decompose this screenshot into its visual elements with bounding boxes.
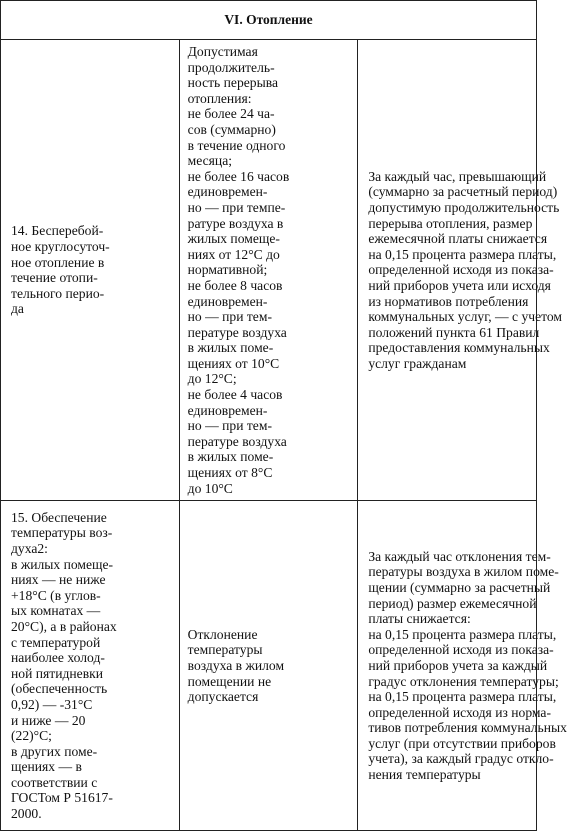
- text-line: ной пятидневки: [11, 665, 104, 681]
- text-line: щениях от 10°С: [187, 355, 280, 371]
- payment-reduction-cell: [358, 501, 567, 831]
- text-line: но — при тем-: [187, 309, 272, 325]
- text-line: 15. Обеспечение: [11, 509, 107, 525]
- text-line: коммунальных услуг, — с учетом: [368, 309, 563, 325]
- text-line: сов (суммарно): [187, 121, 276, 137]
- text-line: да: [11, 301, 24, 317]
- text-line: единовремен-: [187, 293, 268, 309]
- text-line: период) размер ежемесячной: [368, 595, 537, 611]
- text-line: ний приборов учета или исходя: [368, 277, 551, 293]
- text-line: градус отклонения температуры;: [368, 673, 559, 689]
- payment-reduction-cell: [358, 40, 563, 501]
- text-line: тивов потребления коммунальных: [368, 720, 567, 736]
- text-line: наиболее холод-: [11, 650, 105, 666]
- text-line: нения температуры: [368, 767, 481, 783]
- text-line: пературе воздуха: [187, 433, 287, 449]
- text-line: воздуха в жилом: [187, 657, 285, 673]
- text-line: в других поме-: [11, 743, 98, 759]
- text-line: определенной исходя из показа-: [368, 262, 554, 278]
- service-cell: [1, 40, 180, 501]
- text-line: тельного перио-: [11, 285, 105, 301]
- text-line: (22)°С;: [11, 728, 52, 744]
- service-text: [11, 223, 171, 317]
- text-line: (обеспеченность: [11, 681, 108, 697]
- payment-reduction-text: [368, 548, 567, 783]
- text-line: пературы воздуха в жилом поме-: [368, 564, 559, 580]
- text-line: на 0,15 процента размера платы,: [368, 246, 557, 262]
- text-line: услуг гражданам: [368, 355, 467, 371]
- payment-reduction-text: [368, 168, 563, 372]
- allowed-deviation-cell: [179, 40, 358, 501]
- text-line: но — при темпе-: [187, 199, 286, 215]
- text-line: жилых помеще-: [187, 231, 280, 247]
- text-line: 2000.: [11, 806, 42, 822]
- text-line: Отклонение: [187, 626, 258, 642]
- text-line: температуры: [187, 642, 263, 658]
- text-line: отопления:: [187, 90, 252, 106]
- text-line: на 0,15 процента размера платы,: [368, 689, 557, 705]
- text-line: услуг (при отсутствии приборов: [368, 735, 556, 751]
- service-cell: [1, 501, 180, 831]
- text-line: перерыва отопления, размер: [368, 215, 533, 231]
- text-line: 20°С), а в районах: [11, 618, 117, 634]
- text-line: соответствии с: [11, 774, 98, 790]
- text-line: 14. Бесперебой-: [11, 223, 104, 239]
- text-line: ний приборов учета за каждый: [368, 657, 548, 673]
- text-line: положений пункта 61 Правил: [368, 324, 540, 340]
- text-line: щении (суммарно за расчетный: [368, 579, 551, 595]
- text-line: За каждый час, превышающий: [368, 168, 547, 184]
- text-line: в жилых поме-: [187, 449, 274, 465]
- text-line: За каждый час отклонения тем-: [368, 548, 551, 564]
- text-line: температуры воз-: [11, 525, 113, 541]
- text-line: но — при тем-: [187, 418, 272, 434]
- text-line: 0,92) — -31°С: [11, 696, 93, 712]
- text-line: предоставления коммунальных: [368, 340, 550, 356]
- text-line: ГОСТом Р 51617-: [11, 790, 113, 806]
- text-line: с температурой: [11, 634, 101, 650]
- text-line: учета), за каждый градус откло-: [368, 751, 554, 767]
- text-line: единовремен-: [187, 402, 268, 418]
- text-line: течение отопи-: [11, 270, 98, 286]
- text-line: и ниже — 20: [11, 712, 86, 728]
- text-line: продолжитель-: [187, 59, 275, 75]
- text-line: в жилых помеще-: [11, 556, 114, 572]
- table-row: [1, 501, 537, 831]
- allowed-deviation-cell: [179, 501, 358, 831]
- text-line: из нормативов потребления: [368, 293, 529, 309]
- text-line: определенной исходя из показа-: [368, 642, 554, 658]
- text-line: до 12°С;: [187, 371, 237, 387]
- text-line: на 0,15 процента размера платы,: [368, 626, 557, 642]
- text-line: не более 16 часов: [187, 168, 290, 184]
- text-line: +18°С (в углов-: [11, 587, 101, 603]
- text-line: духа2:: [11, 540, 48, 556]
- service-text: [11, 510, 171, 822]
- allowed-deviation-text: [188, 627, 348, 705]
- section-header-row: [1, 1, 537, 40]
- section-title: VI. Отопление: [1, 1, 537, 40]
- text-line: Допустимая: [187, 44, 258, 59]
- text-line: ное отопление в: [11, 254, 105, 270]
- allowed-deviation-text: [188, 44, 348, 496]
- text-line: ых комнатах —: [11, 603, 101, 619]
- text-line: не более 24 ча-: [187, 106, 275, 122]
- text-line: определенной исходя из норма-: [368, 704, 551, 720]
- text-line: месяца;: [187, 153, 233, 169]
- text-line: щениях — в: [11, 759, 82, 775]
- text-line: допустимую продолжительность: [368, 199, 560, 215]
- text-line: не более 8 часов: [187, 277, 283, 293]
- text-line: пературе воздуха: [187, 324, 287, 340]
- text-line: платы снижается:: [368, 611, 471, 627]
- text-line: в течение одного: [187, 137, 286, 153]
- text-line: помещении не: [187, 673, 272, 689]
- text-line: единовремен-: [187, 184, 268, 200]
- text-line: не более 4 часов: [187, 387, 283, 403]
- text-line: ежемесячной платы снижается: [368, 231, 548, 247]
- text-line: ратуре воздуха в: [187, 215, 284, 231]
- text-line: нормативной;: [187, 262, 268, 278]
- text-line: ное круглосуточ-: [11, 238, 110, 254]
- text-line: щениях от 8°С: [187, 465, 273, 481]
- table-row: [1, 40, 537, 501]
- text-line: до 10°С: [187, 480, 233, 496]
- text-line: (суммарно за расчетный период): [368, 184, 558, 200]
- text-line: ниях от 12°С до: [187, 246, 280, 262]
- text-line: ность перерыва: [187, 75, 278, 91]
- text-line: ниях — не ниже: [11, 572, 106, 588]
- text-line: допускается: [187, 689, 259, 705]
- text-line: в жилых поме-: [187, 340, 274, 356]
